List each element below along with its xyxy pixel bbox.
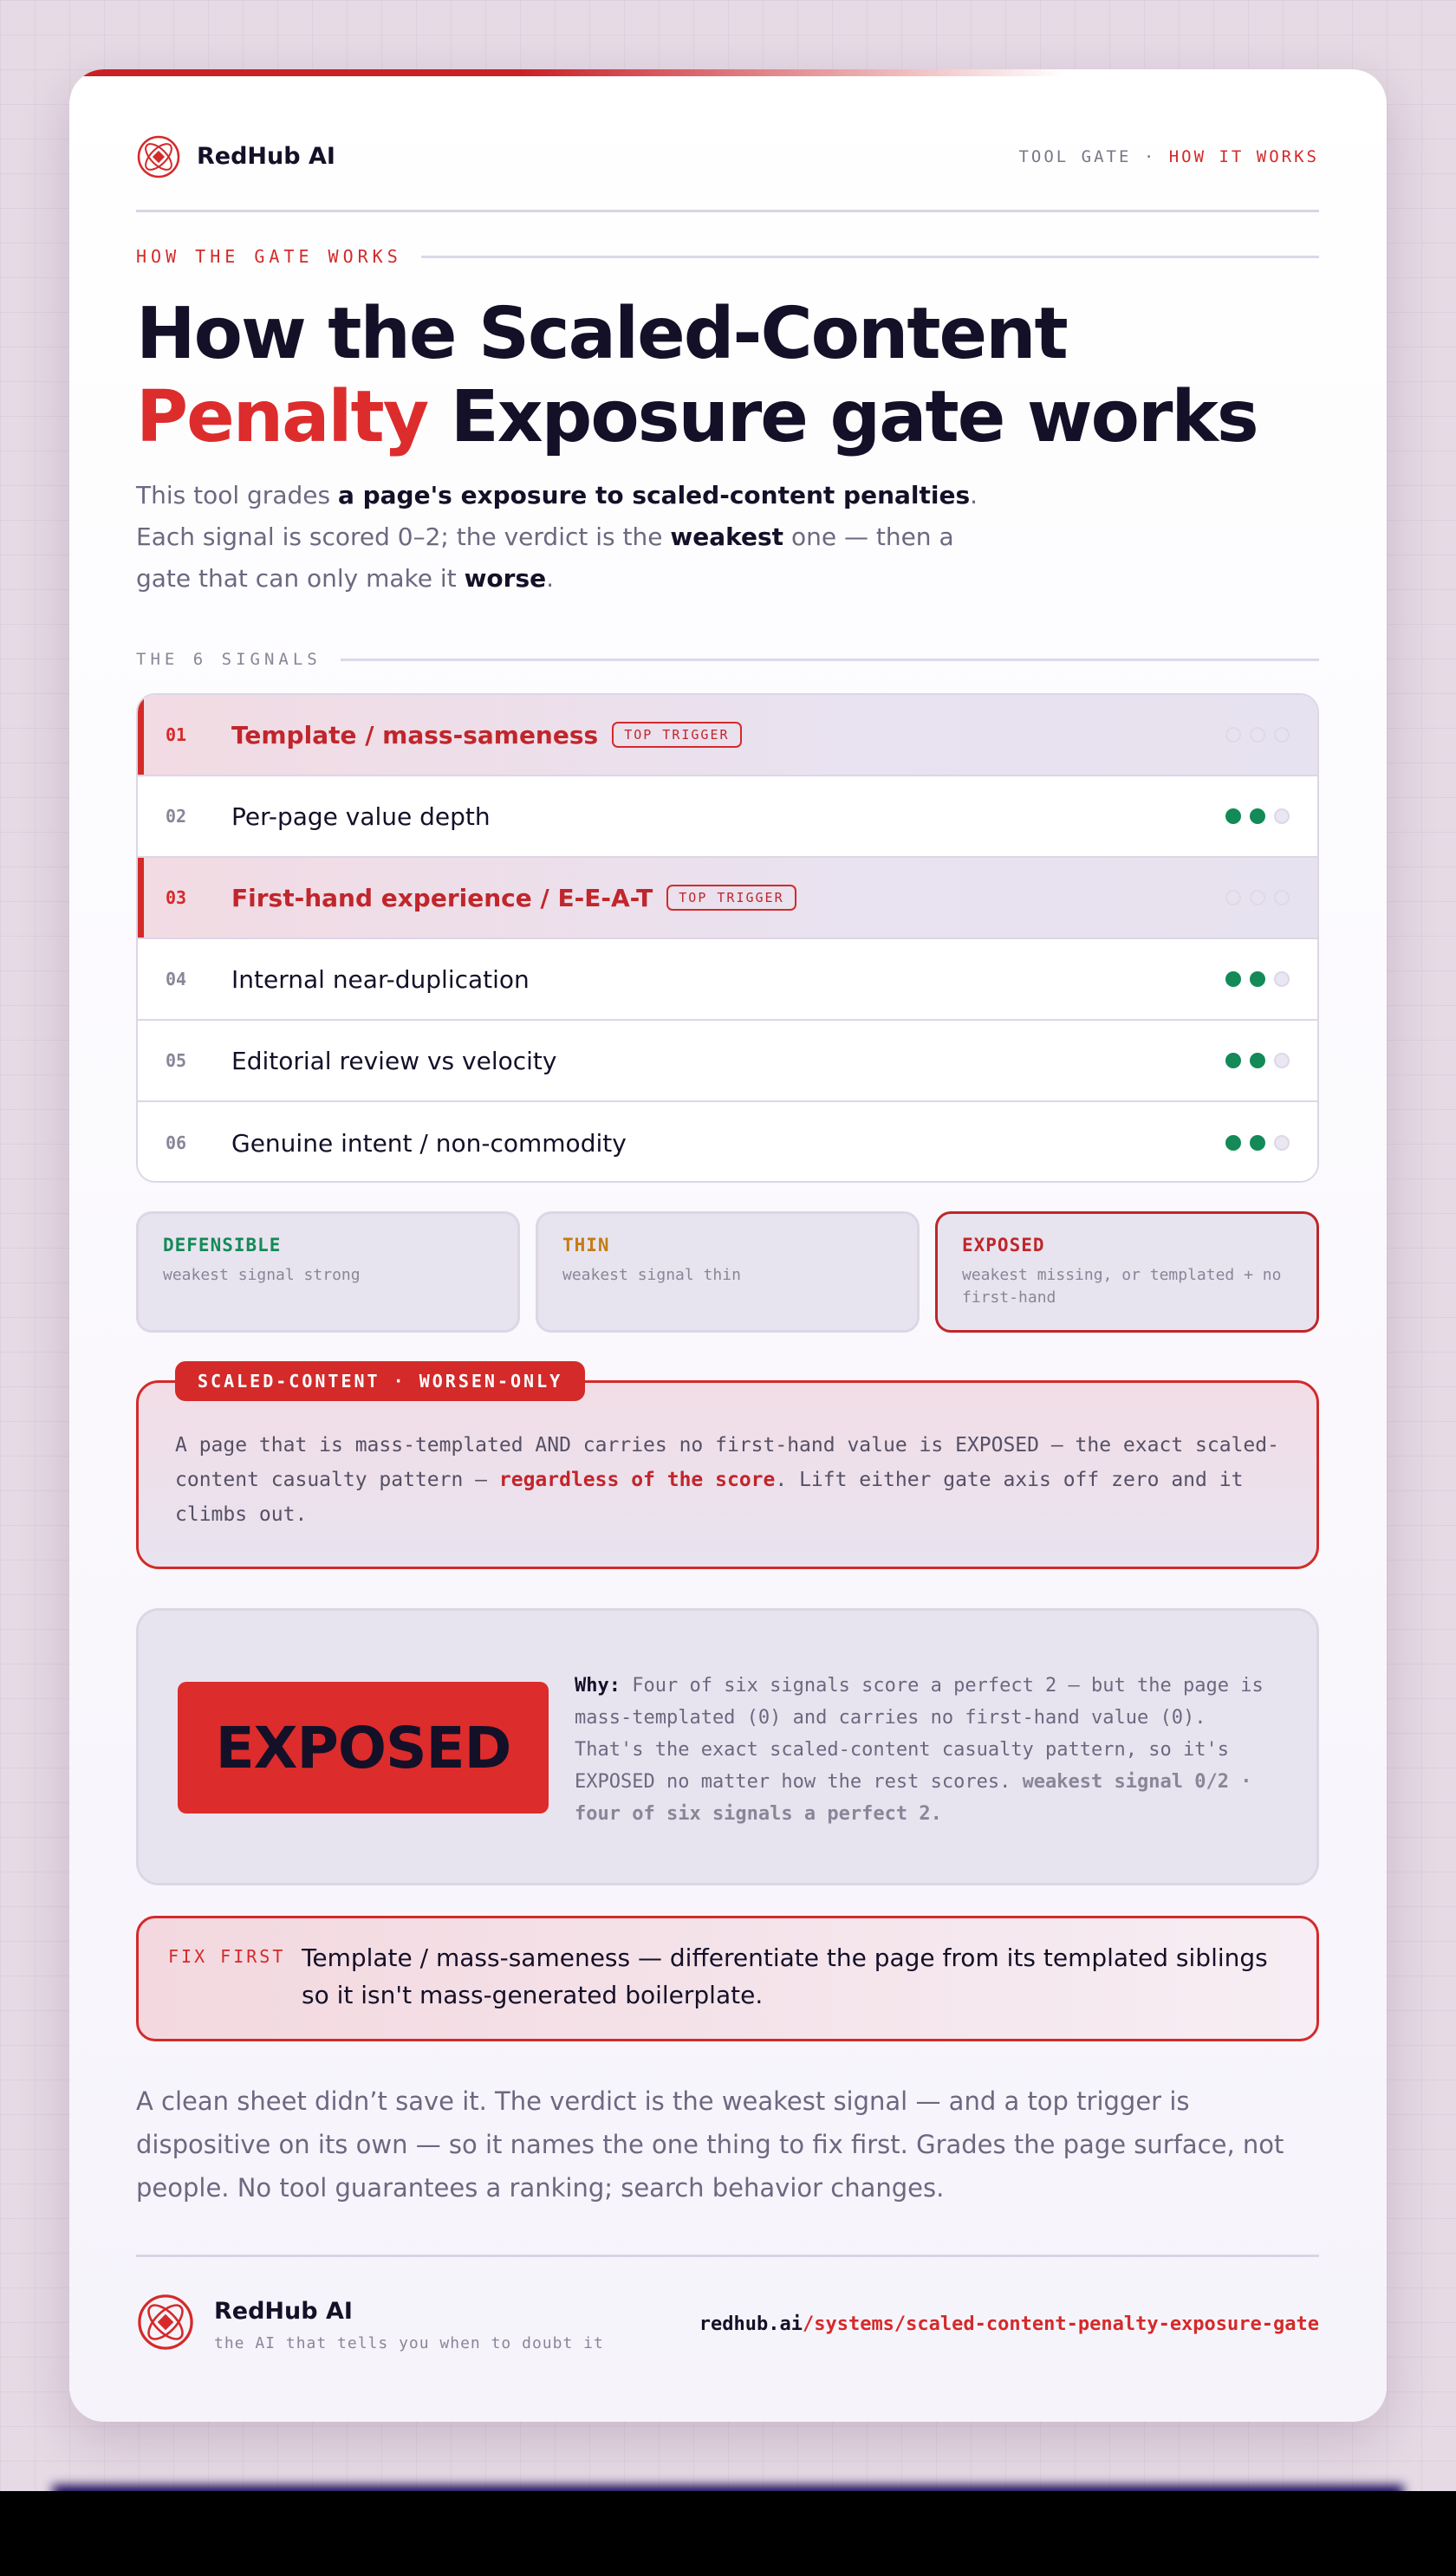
signals-label-rule bbox=[341, 659, 1319, 661]
signal-label-text: Template / mass-sameness bbox=[231, 720, 599, 749]
gate-badge: SCALED-CONTENT · WORSEN-ONLY bbox=[175, 1361, 585, 1401]
score-dot bbox=[1250, 808, 1265, 824]
signal-row bbox=[138, 939, 1317, 1021]
signal-number: 04 bbox=[166, 969, 187, 990]
nav-how-it-works[interactable]: HOW IT WORKS bbox=[1168, 147, 1319, 166]
verdict-stamp: EXPOSED bbox=[178, 1682, 549, 1814]
signal-number: 03 bbox=[166, 887, 187, 908]
footer bbox=[136, 2293, 1319, 2362]
score-dot bbox=[1225, 1053, 1241, 1068]
kicker bbox=[136, 246, 1319, 267]
result-panel bbox=[136, 1608, 1319, 1885]
footer-url-domain: redhub.ai bbox=[699, 2313, 803, 2335]
signal-label bbox=[231, 802, 491, 831]
signal-score-dots bbox=[1225, 1053, 1290, 1068]
lede bbox=[136, 475, 1003, 600]
verdict-exposed-desc: weakest missing, or templated + no first-hand bbox=[962, 1266, 1282, 1307]
gate-rule-box bbox=[136, 1371, 1319, 1569]
score-dot bbox=[1274, 971, 1290, 987]
signal-row bbox=[138, 1021, 1317, 1102]
lede-bold-1: a page's exposure to scaled-content penalties bbox=[337, 481, 971, 509]
signal-number: 06 bbox=[166, 1132, 187, 1153]
signal-number: 01 bbox=[166, 724, 187, 745]
signal-row bbox=[138, 858, 1317, 939]
gate-highlight: regardless of the score bbox=[498, 1469, 776, 1491]
footer-url-path: /systems/scaled-content-penalty-exposure-gate bbox=[802, 2313, 1319, 2335]
score-dot bbox=[1225, 727, 1241, 743]
kicker-rule bbox=[421, 256, 1319, 258]
signal-row bbox=[138, 1102, 1317, 1183]
score-dot bbox=[1250, 890, 1265, 905]
why-summary: weakest signal 0/2 · four of six signals a perfect 2. bbox=[575, 1771, 1252, 1825]
signal-label-text: Internal near-duplication bbox=[231, 964, 530, 994]
signal-label bbox=[231, 884, 796, 912]
signal-label-text: First-hand experience / E-E-A-T bbox=[231, 883, 653, 912]
footer-brand-name: RedHub AI bbox=[214, 2298, 353, 2325]
card-accent-line bbox=[69, 69, 1066, 76]
score-dot bbox=[1225, 1135, 1241, 1151]
nav-tool-gate[interactable]: TOOL GATE bbox=[1018, 147, 1132, 166]
fix-first-text: Template / mass-sameness — differentiate the page from its templated siblings so it isn't mass-generated boilerplate. bbox=[302, 1943, 1268, 2009]
footer-divider bbox=[136, 2255, 1319, 2257]
score-dot bbox=[1250, 971, 1265, 987]
signal-label bbox=[231, 1129, 627, 1158]
score-dot bbox=[1225, 971, 1241, 987]
main-card bbox=[69, 69, 1387, 2422]
footer-url-link[interactable] bbox=[699, 2313, 1319, 2335]
header bbox=[136, 134, 1319, 199]
kicker-text: HOW THE GATE WORKS bbox=[136, 246, 402, 267]
why-label: Why: bbox=[575, 1675, 621, 1697]
signal-number: 02 bbox=[166, 806, 187, 827]
lede-text-1: This tool grades bbox=[136, 481, 338, 509]
signal-score-dots bbox=[1225, 1135, 1290, 1151]
score-dot bbox=[1274, 890, 1290, 905]
signal-number: 05 bbox=[166, 1050, 187, 1071]
fix-first-label: FIX FIRST bbox=[168, 1946, 286, 1967]
signals-list bbox=[136, 693, 1319, 1183]
header-nav bbox=[1018, 147, 1319, 166]
lede-text-3: one — then a gate that can only make it bbox=[136, 522, 954, 593]
nav-separator: · bbox=[1131, 147, 1169, 166]
brand-name: RedHub AI bbox=[197, 143, 335, 170]
lede-bold-2: weakest bbox=[670, 522, 784, 551]
signal-score-dots bbox=[1225, 971, 1290, 987]
signal-score-dots bbox=[1225, 808, 1290, 824]
verdict-exposed bbox=[935, 1211, 1319, 1333]
verdict-defensible-title: DEFENSIBLE bbox=[163, 1235, 282, 1256]
verdict-thin-desc: weakest signal thin bbox=[562, 1266, 741, 1284]
signal-label-text: Genuine intent / non-commodity bbox=[231, 1128, 627, 1158]
score-dot bbox=[1225, 808, 1241, 824]
verdict-defensible-desc: weakest signal strong bbox=[163, 1266, 361, 1284]
title-line1: How the Scaled-Content bbox=[136, 293, 1067, 375]
gate-text-1: A page that is mass-templated AND carries no first-hand value is EXPOSED — the exact scaled-content casualty pattern — bbox=[175, 1434, 1279, 1491]
score-dot bbox=[1274, 808, 1290, 824]
closing-paragraph: A clean sheet didn’t save it. The verdict is the weakest signal — and a top trigger is dispositive on its own — so it names the one thing to fix first. Grades the page surface, not people. No tool guarantees a ranking; search behavior changes. bbox=[136, 2086, 1284, 2203]
verdict-thin-title: THIN bbox=[562, 1235, 610, 1256]
score-dot bbox=[1274, 727, 1290, 743]
lede-bold-3: worse bbox=[464, 564, 547, 593]
signals-label-text: THE 6 SIGNALS bbox=[136, 650, 322, 669]
why-text: Four of six signals score a perfect 2 — but the page is mass-templated (0) and carries no first-hand value (0). That's the exact scaled-content casualty pattern, so it's EXPOSED no matter how the rest scores. bbox=[575, 1675, 1264, 1793]
signal-label bbox=[231, 1047, 556, 1075]
why-explanation bbox=[575, 1670, 1285, 1830]
lede-text-4: . bbox=[546, 564, 555, 593]
redhub-logo-icon bbox=[136, 134, 181, 179]
score-dot bbox=[1274, 1135, 1290, 1151]
page-title bbox=[136, 293, 1319, 459]
score-dot bbox=[1225, 890, 1241, 905]
signal-label-text: Editorial review vs velocity bbox=[231, 1046, 557, 1075]
signal-row bbox=[138, 776, 1317, 858]
bottom-bar bbox=[0, 2491, 1456, 2576]
signal-label-text: Per-page value depth bbox=[231, 801, 491, 831]
score-dot bbox=[1250, 1135, 1265, 1151]
verdict-thin bbox=[536, 1211, 920, 1333]
signal-label bbox=[231, 721, 742, 749]
gate-text bbox=[175, 1428, 1293, 1532]
footer-tagline: the AI that tells you when to doubt it bbox=[214, 2334, 604, 2352]
score-dot bbox=[1250, 1053, 1265, 1068]
verdict-legend bbox=[136, 1211, 1319, 1333]
top-trigger-badge: TOP TRIGGER bbox=[612, 722, 741, 748]
signals-section-label bbox=[136, 650, 1319, 669]
fix-first-box bbox=[136, 1916, 1319, 2041]
title-highlight: Penalty bbox=[136, 376, 428, 458]
footer-logo-icon bbox=[136, 2293, 195, 2352]
top-trigger-badge: TOP TRIGGER bbox=[666, 885, 796, 911]
signal-label bbox=[231, 965, 530, 994]
signal-score-dots bbox=[1225, 890, 1290, 905]
score-dot bbox=[1250, 727, 1265, 743]
verdict-defensible bbox=[136, 1211, 520, 1333]
signal-score-dots bbox=[1225, 727, 1290, 743]
gate-text-2: . Lift either gate axis off zero and it climbs out. bbox=[175, 1469, 1244, 1526]
title-line2: Exposure gate works bbox=[427, 376, 1258, 458]
signal-row bbox=[138, 695, 1317, 776]
verdict-exposed-title: EXPOSED bbox=[962, 1235, 1045, 1256]
header-divider bbox=[136, 210, 1319, 212]
score-dot bbox=[1274, 1053, 1290, 1068]
lede-text-2: . Each signal is scored 0–2; the verdict is the bbox=[136, 481, 978, 551]
